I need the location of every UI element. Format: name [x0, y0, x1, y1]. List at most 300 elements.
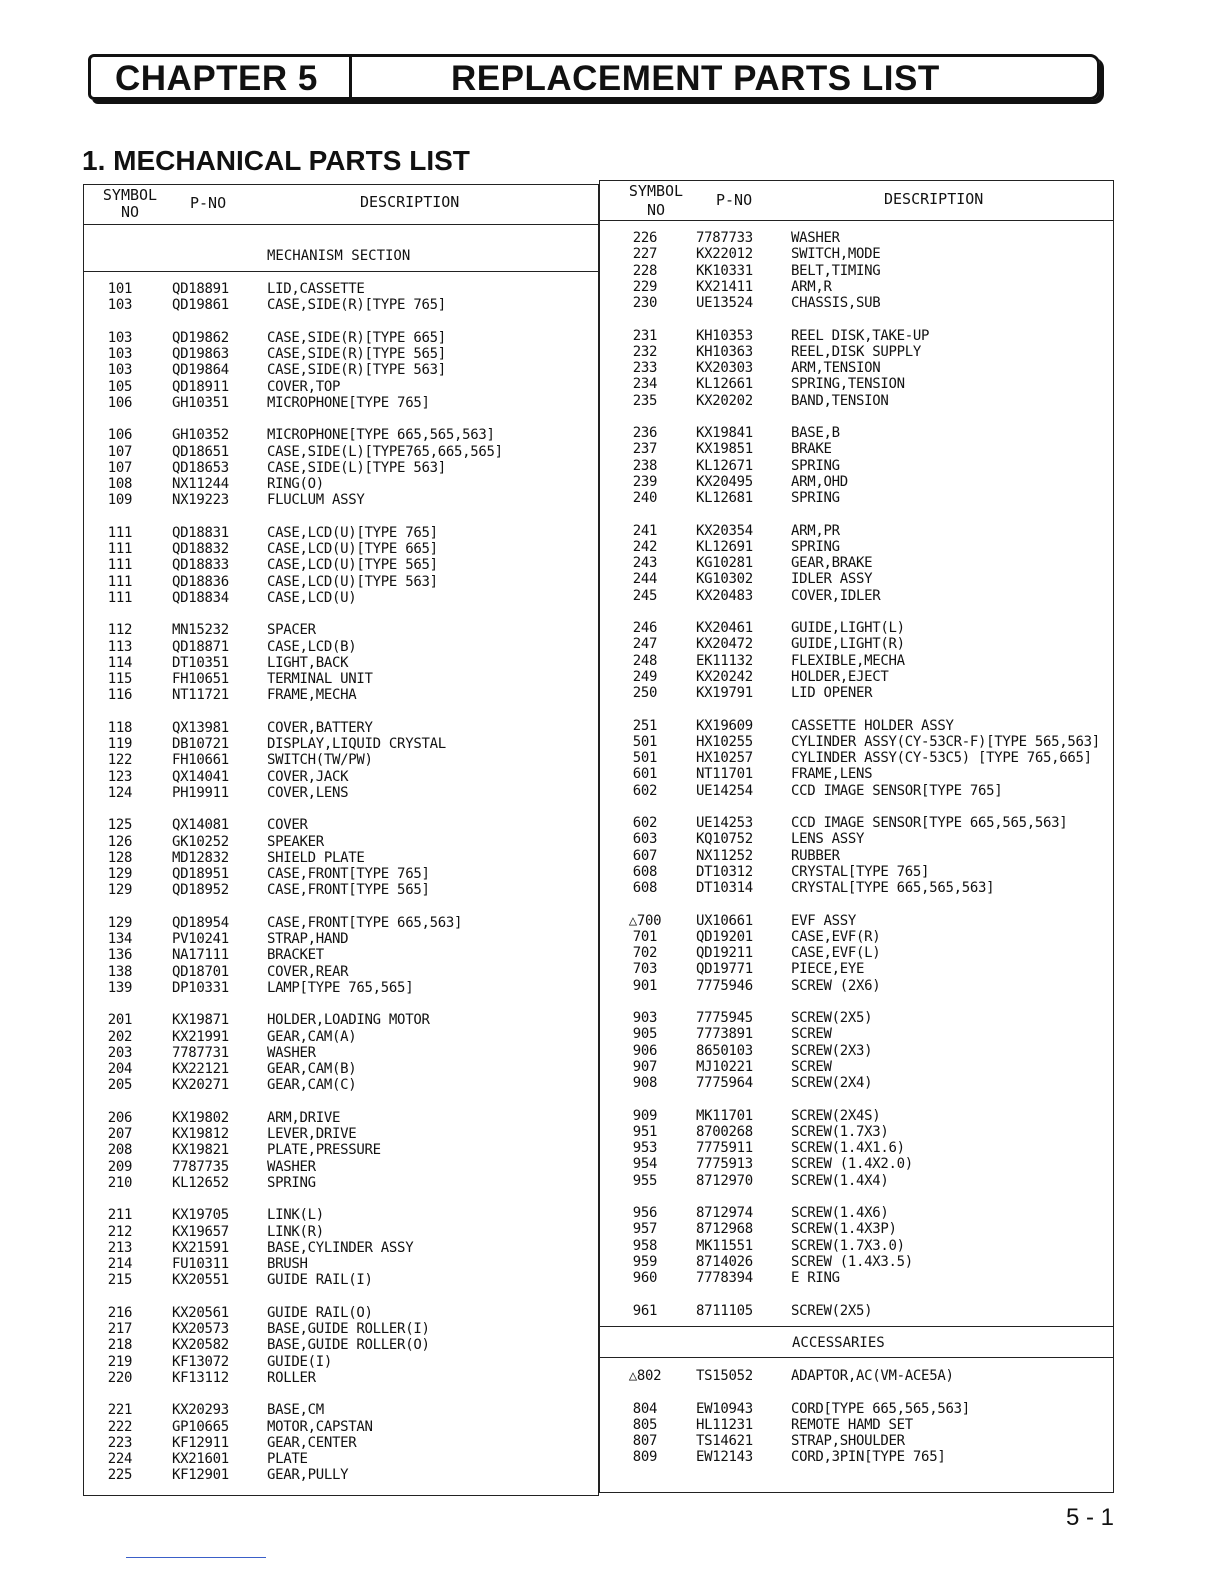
symbol-no: 111 [107, 573, 133, 590]
table-row [84, 639, 598, 655]
symbol-no: 608 [632, 863, 658, 880]
part-number: QD18833 [172, 557, 229, 574]
part-description: HOLDER,EJECT [791, 668, 889, 685]
part-description: CRYSTAL[TYPE 665,565,563] [791, 880, 995, 896]
part-number: 7775911 [696, 1140, 753, 1156]
chapter-divider [349, 57, 352, 97]
part-description: SCREW(1.4X6) [791, 1205, 889, 1221]
part-description: WASHER [267, 1044, 316, 1061]
table-row [84, 1256, 598, 1272]
table-header [600, 181, 1113, 221]
part-description: SPRING [791, 490, 840, 506]
part-description: CASE,FRONT[TYPE 665,563] [267, 914, 463, 931]
symbol-no: 607 [632, 847, 658, 864]
table-row [84, 590, 598, 606]
part-description: FLUCLUM ASSY [267, 492, 365, 509]
part-description: SCREW(1.4X1.6) [791, 1140, 905, 1156]
part-number: QD19211 [696, 945, 753, 961]
part-description: GEAR,PULLY [267, 1467, 349, 1484]
header-pno: P-NO [716, 191, 753, 209]
table-row [600, 1254, 1113, 1270]
table-row [600, 1417, 1113, 1433]
symbol-no: 113 [107, 638, 133, 655]
symbol-no: 224 [107, 1451, 133, 1467]
part-description: GEAR,BRAKE [791, 555, 873, 571]
part-description: BASE,B [791, 425, 840, 441]
table-row [600, 1303, 1113, 1319]
symbol-no: 608 [632, 880, 658, 896]
table-row [84, 541, 598, 557]
part-description: LINK(R) [267, 1223, 324, 1240]
header-no: NO [646, 201, 666, 219]
symbol-no: 232 [632, 343, 658, 360]
symbol-no: 233 [632, 360, 658, 376]
table-row [600, 1205, 1113, 1221]
header-symbol: SYMBOL [628, 182, 684, 200]
symbol-no: 215 [107, 1272, 133, 1289]
symbol-no: 703 [632, 961, 658, 978]
symbol-no: 205 [107, 1077, 133, 1094]
table-row [84, 785, 598, 801]
table-row [600, 1221, 1113, 1237]
table-row [84, 1224, 598, 1240]
table-row [600, 1401, 1113, 1417]
table-row [84, 1321, 598, 1337]
symbol-no: 210 [107, 1174, 133, 1191]
symbol-no: 217 [107, 1321, 133, 1337]
part-description: RING(O) [267, 476, 324, 492]
part-number: MK11701 [696, 1107, 753, 1124]
symbol-no: 602 [632, 782, 658, 799]
table-row [84, 1142, 598, 1158]
header-description: DESCRIPTION [884, 190, 984, 208]
chapter-header [88, 54, 1100, 100]
part-number: 8700268 [696, 1123, 753, 1140]
table-row [84, 1207, 598, 1223]
part-description: COVER,TOP [267, 378, 341, 395]
part-number: 7775964 [696, 1075, 753, 1091]
symbol-no: 223 [107, 1434, 133, 1451]
part-description: HOLDER,LOADING MOTOR [267, 1012, 430, 1029]
symbol-no: 249 [632, 668, 658, 685]
part-description: SPRING,TENSION [791, 376, 905, 393]
part-description: BAND,TENSION [791, 392, 889, 409]
part-description: SCREW [791, 1058, 832, 1075]
part-number: KL12681 [696, 490, 753, 506]
symbol-no: 111 [107, 524, 133, 541]
symbol-no: 111 [107, 541, 133, 557]
accessories-divider-top [600, 1326, 1113, 1327]
symbol-no: 907 [632, 1058, 658, 1075]
symbol-no: 247 [632, 636, 658, 653]
part-description: LINK(L) [267, 1207, 324, 1224]
table-row [84, 671, 598, 687]
symbol-no: 250 [632, 685, 658, 701]
part-description: REEL DISK,TAKE-UP [791, 327, 930, 344]
part-number: KX19851 [696, 441, 753, 458]
part-number: HL11231 [696, 1416, 753, 1433]
symbol-no: 108 [107, 476, 133, 492]
symbol-no: 501 [632, 750, 658, 766]
part-description: ARM,DRIVE [267, 1109, 341, 1126]
part-number: 8712974 [696, 1205, 753, 1221]
table-row [84, 444, 598, 460]
part-number: KF12901 [172, 1467, 229, 1484]
part-description: CASE,SIDE(R)[TYPE 765] [267, 297, 446, 314]
symbol-no: 956 [632, 1205, 658, 1221]
table-row [600, 734, 1113, 750]
part-description: GEAR,CENTER [267, 1434, 357, 1451]
symbol-no: 238 [632, 457, 658, 474]
symbol-no: △700 [628, 912, 662, 929]
part-number: KQ10752 [696, 831, 753, 848]
parts-table-left [83, 184, 599, 1496]
symbol-no: 245 [632, 587, 658, 604]
part-description: ADAPTOR,AC(VM-ACE5A) [791, 1368, 954, 1384]
symbol-no: 228 [632, 262, 658, 279]
part-number: 7787731 [172, 1044, 229, 1061]
symbol-no: 138 [107, 963, 133, 980]
part-description: SWITCH(TW/PW) [267, 752, 373, 769]
part-number: QD19864 [172, 362, 229, 379]
part-number: KX19841 [696, 425, 753, 441]
symbol-no: 128 [107, 849, 133, 866]
part-number: KF12911 [172, 1434, 229, 1451]
part-description: BELT,TIMING [791, 262, 881, 279]
part-number: KK10331 [696, 262, 753, 279]
part-number: NX19223 [172, 492, 229, 509]
part-number: QX14081 [172, 817, 229, 834]
part-number: UE14254 [696, 782, 753, 799]
part-description: SCREW(2X3) [791, 1042, 873, 1059]
table-row [600, 913, 1113, 929]
part-number: KX20483 [696, 587, 753, 604]
table-row [600, 1026, 1113, 1042]
table-row [600, 393, 1113, 409]
part-description: SCREW(2X5) [791, 1302, 873, 1319]
symbol-no: 114 [107, 654, 133, 671]
part-number: DT10351 [172, 654, 229, 671]
table-row [84, 915, 598, 931]
part-description: CYLINDER ASSY(CY-53C5) [TYPE 765,665] [791, 750, 1092, 766]
part-description: COVER,BATTERY [267, 719, 373, 736]
symbol-no: 201 [107, 1012, 133, 1029]
part-number: 7773891 [696, 1026, 753, 1043]
table-row [84, 1175, 598, 1191]
part-number: QD19863 [172, 346, 229, 362]
part-description: CASE,SIDE(L)[TYPE765,665,565] [267, 443, 503, 460]
footer-rule [126, 1557, 266, 1558]
part-number: EW12143 [696, 1449, 753, 1466]
part-number: 8711105 [696, 1302, 753, 1319]
symbol-no: 240 [632, 490, 658, 506]
symbol-no: 236 [632, 425, 658, 441]
table-row [600, 539, 1113, 555]
table-row [84, 866, 598, 882]
part-number: KX20495 [696, 473, 753, 490]
part-number: KX21591 [172, 1239, 229, 1256]
part-description: LAMP[TYPE 765,565] [267, 979, 414, 996]
part-number: KX19812 [172, 1126, 229, 1142]
part-number: PH19911 [172, 784, 229, 801]
symbol-no: 209 [107, 1158, 133, 1175]
table-row [84, 769, 598, 785]
symbol-no: 118 [107, 719, 133, 736]
table-row [600, 1108, 1113, 1124]
symbol-no: 213 [107, 1239, 133, 1256]
table-row [84, 1077, 598, 1093]
part-number: 7775945 [696, 1010, 753, 1026]
part-number: KX19657 [172, 1223, 229, 1240]
part-number: KX22121 [172, 1061, 229, 1077]
symbol-no: △802 [628, 1368, 662, 1384]
symbol-no: 957 [632, 1221, 658, 1238]
table-row [84, 687, 598, 703]
part-number: KX20573 [172, 1321, 229, 1337]
part-description: BRAKE [791, 441, 832, 458]
table-row [84, 460, 598, 476]
table-row [600, 620, 1113, 636]
table-row [84, 752, 598, 768]
table-row [600, 279, 1113, 295]
chapter-title: REPLACEMENT PARTS LIST [451, 59, 940, 98]
part-description: SCREW (1.4X2.0) [791, 1156, 913, 1173]
part-number: KX19705 [172, 1207, 229, 1224]
part-number: 7778394 [696, 1270, 753, 1286]
part-number: KX20303 [696, 360, 753, 376]
symbol-no: 126 [107, 833, 133, 850]
part-description: EVF ASSY [791, 912, 857, 929]
part-number: KX19802 [172, 1109, 229, 1126]
header-symbol: SYMBOL [102, 186, 158, 204]
symbol-no: 961 [632, 1302, 658, 1319]
table-row [600, 880, 1113, 896]
symbol-no: 235 [632, 392, 658, 409]
part-number: KX20561 [172, 1304, 229, 1321]
part-number: DT10314 [696, 880, 753, 896]
table-row [84, 1451, 598, 1467]
table-row [600, 1433, 1113, 1449]
part-description: CASE,FRONT[TYPE 765] [267, 866, 430, 882]
part-description: STRAP,SHOULDER [791, 1433, 905, 1449]
part-description: CORD[TYPE 665,565,563] [791, 1400, 970, 1417]
part-number: KH10363 [696, 343, 753, 360]
symbol-no: 702 [632, 945, 658, 961]
table-row [600, 945, 1113, 961]
symbol-no: 248 [632, 652, 658, 669]
part-number: QD18831 [172, 524, 229, 541]
part-description: SCREW(1.4X4) [791, 1172, 889, 1189]
symbol-no: 125 [107, 817, 133, 834]
part-number: EK11132 [696, 652, 753, 669]
part-description: CASE,SIDE(R)[TYPE 563] [267, 362, 446, 379]
part-description: PLATE,PRESSURE [267, 1142, 381, 1159]
part-description: COVER,IDLER [791, 587, 881, 604]
part-description: GUIDE RAIL(O) [267, 1304, 373, 1321]
symbol-no: 129 [107, 914, 133, 931]
symbol-no: 960 [632, 1270, 658, 1286]
symbol-no: 230 [632, 295, 658, 311]
table-row [84, 1354, 598, 1370]
part-description: SCREW(1.7X3.0) [791, 1237, 905, 1254]
part-number: KX20354 [696, 522, 753, 539]
symbol-no: 959 [632, 1253, 658, 1270]
symbol-no: 701 [632, 928, 658, 945]
table-row [84, 476, 598, 492]
symbol-no: 124 [107, 784, 133, 801]
part-description: REMOTE HAMD SET [791, 1416, 913, 1433]
part-number: 7775946 [696, 977, 753, 994]
symbol-no: 227 [632, 246, 658, 263]
part-number: KX19821 [172, 1142, 229, 1159]
table-row [600, 685, 1113, 701]
symbol-no: 805 [632, 1416, 658, 1433]
section-title: 1. MECHANICAL PARTS LIST [82, 145, 470, 176]
table-row [84, 557, 598, 573]
part-number: GH10351 [172, 394, 229, 411]
part-number: KL12691 [696, 538, 753, 555]
part-number: UE14253 [696, 815, 753, 831]
table-row [600, 588, 1113, 604]
symbol-no: 501 [632, 733, 658, 750]
part-description: SPRING [791, 538, 840, 555]
part-description: LIGHT,BACK [267, 654, 349, 671]
symbol-no: 139 [107, 979, 133, 996]
table-row [600, 750, 1113, 766]
part-number: QD18834 [172, 589, 229, 606]
part-number: QX14041 [172, 768, 229, 785]
part-number: 8650103 [696, 1042, 753, 1059]
table-row [600, 978, 1113, 994]
part-number: KX20202 [696, 392, 753, 409]
section-divider [84, 271, 598, 272]
part-number: NT11721 [172, 687, 229, 704]
symbol-no: 123 [107, 768, 133, 785]
header-no: NO [120, 203, 140, 221]
table-row [84, 882, 598, 898]
part-description: WASHER [267, 1158, 316, 1175]
part-number: 7787733 [696, 230, 753, 246]
part-number: QD19771 [696, 961, 753, 978]
symbol-no: 204 [107, 1061, 133, 1077]
table-row [600, 246, 1113, 262]
part-description: SPRING [791, 457, 840, 474]
symbol-no: 107 [107, 443, 133, 460]
part-number: 8712970 [696, 1172, 753, 1189]
symbol-no: 225 [107, 1467, 133, 1484]
table-row [84, 850, 598, 866]
table-row [600, 555, 1113, 571]
part-description: CASE,SIDE(R)[TYPE 565] [267, 346, 446, 362]
part-number: KX21411 [696, 278, 753, 295]
symbol-no: 603 [632, 831, 658, 848]
symbol-no: 234 [632, 376, 658, 393]
header-description: DESCRIPTION [360, 193, 460, 211]
part-number: GH10352 [172, 427, 229, 444]
part-description: SCREW(2X4S) [791, 1107, 881, 1124]
part-number: QD18952 [172, 882, 229, 899]
part-number: GP10665 [172, 1418, 229, 1435]
part-description: CHASSIS,SUB [791, 295, 881, 311]
chapter-label: CHAPTER 5 [115, 59, 318, 98]
table-row [84, 1110, 598, 1126]
part-description: FLEXIBLE,MECHA [791, 652, 905, 669]
part-number: QD18871 [172, 638, 229, 655]
symbol-no: 136 [107, 947, 133, 964]
part-description: DISPLAY,LIQUID CRYSTAL [267, 736, 446, 752]
symbol-no: 901 [632, 977, 658, 994]
part-description: REEL,DISK SUPPLY [791, 343, 922, 360]
table-row [600, 783, 1113, 799]
part-description: MOTOR,CAPSTAN [267, 1418, 373, 1435]
table-row [84, 1061, 598, 1077]
part-description: COVER,REAR [267, 963, 349, 980]
accessories-divider-bottom [600, 1357, 1113, 1358]
part-number: NX11252 [696, 847, 753, 864]
part-number: QD18911 [172, 378, 229, 395]
table-row [84, 330, 598, 346]
part-number: KG10281 [696, 555, 753, 571]
table-row [84, 1240, 598, 1256]
table-row [600, 376, 1113, 392]
table-row [84, 525, 598, 541]
part-description: CCD IMAGE SENSOR[TYPE 765] [791, 782, 1003, 799]
part-number: UX10661 [696, 912, 753, 929]
symbol-no: 955 [632, 1172, 658, 1189]
part-number: KX19871 [172, 1012, 229, 1029]
part-number: KF13072 [172, 1353, 229, 1370]
table-row [84, 1159, 598, 1175]
table-row [600, 718, 1113, 734]
table-row [600, 766, 1113, 782]
parts-table-right [599, 180, 1114, 1493]
part-number: UE13524 [696, 295, 753, 311]
symbol-no: 219 [107, 1353, 133, 1370]
table-row [600, 425, 1113, 441]
symbol-no: 122 [107, 752, 133, 769]
part-description: COVER [267, 817, 308, 834]
table-row [84, 1370, 598, 1386]
part-description: COVER,LENS [267, 784, 349, 801]
part-description: COVER,JACK [267, 768, 349, 785]
symbol-no: 221 [107, 1402, 133, 1419]
part-number: HX10255 [696, 733, 753, 750]
symbol-no: 103 [107, 297, 133, 314]
symbol-no: 229 [632, 278, 658, 295]
part-description: GEAR,CAM(B) [267, 1061, 357, 1077]
symbol-no: 106 [107, 394, 133, 411]
symbol-no: 954 [632, 1156, 658, 1173]
table-row [600, 230, 1113, 246]
part-description: SHIELD PLATE [267, 849, 365, 866]
part-description: ARM,R [791, 278, 832, 295]
table-row [84, 947, 598, 963]
part-description: TERMINAL UNIT [267, 671, 373, 687]
part-number: KX21991 [172, 1028, 229, 1045]
part-number: KX19609 [696, 717, 753, 734]
part-description: SCREW(1.7X3) [791, 1123, 889, 1140]
symbol-no: 208 [107, 1142, 133, 1159]
table-row [84, 1435, 598, 1451]
table-row [84, 931, 598, 947]
part-description: GUIDE,LIGHT(R) [791, 636, 905, 653]
part-number: QD18651 [172, 443, 229, 460]
part-number: 8714026 [696, 1253, 753, 1270]
table-row [600, 1059, 1113, 1075]
symbol-no: 216 [107, 1304, 133, 1321]
part-description: ROLLER [267, 1369, 316, 1386]
symbol-no: 602 [632, 815, 658, 831]
